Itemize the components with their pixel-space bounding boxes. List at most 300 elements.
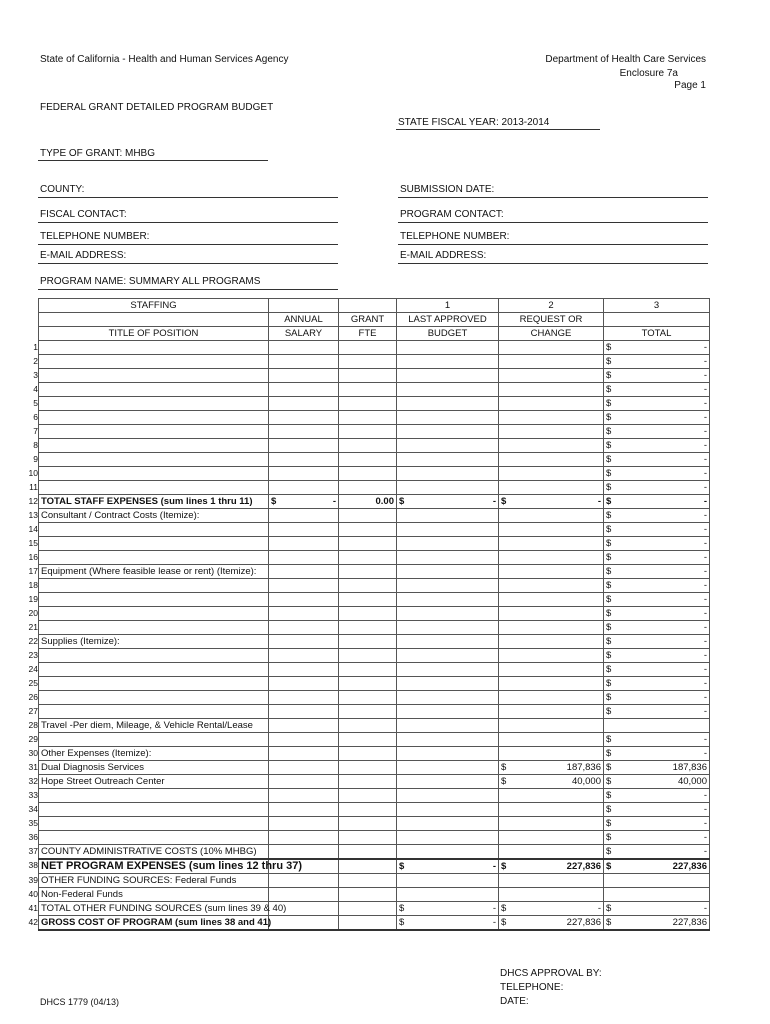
fte-input[interactable]	[339, 481, 397, 495]
request-input[interactable]	[499, 341, 604, 355]
amount-value: -	[703, 692, 707, 703]
input-cell[interactable]	[339, 565, 397, 579]
request-input[interactable]	[499, 537, 604, 551]
input-cell[interactable]	[397, 719, 499, 733]
line-number: 15	[28, 537, 38, 548]
position-input[interactable]	[39, 831, 269, 845]
position-input[interactable]	[39, 369, 269, 383]
total-cell	[604, 775, 710, 789]
input-cell[interactable]	[604, 874, 710, 888]
input-cell[interactable]	[397, 747, 499, 761]
request-input[interactable]	[499, 467, 604, 481]
salary-input[interactable]	[269, 733, 339, 747]
fte-input[interactable]	[339, 383, 397, 397]
dollar-sign: $	[606, 510, 612, 521]
salary-input[interactable]	[269, 803, 339, 817]
dollar-sign: $	[606, 622, 612, 633]
line-number: 13	[28, 509, 38, 520]
fte-input[interactable]	[339, 705, 397, 719]
other-c1-cell	[397, 902, 499, 916]
position-input[interactable]	[39, 663, 269, 677]
position-input[interactable]	[39, 817, 269, 831]
input-cell[interactable]	[269, 719, 339, 733]
last-approved-input[interactable]	[397, 593, 499, 607]
equipment-label: Equipment (Where feasible lease or rent) (Itemize):	[39, 565, 269, 579]
total-cell	[604, 509, 710, 523]
dollar-sign: $	[606, 678, 612, 689]
input-cell[interactable]	[397, 635, 499, 649]
last-approved-input[interactable]	[397, 467, 499, 481]
last-approved-input[interactable]	[397, 649, 499, 663]
fte-input[interactable]	[339, 425, 397, 439]
input-cell[interactable]	[499, 565, 604, 579]
request-cell	[499, 775, 604, 789]
fte-input[interactable]	[339, 411, 397, 425]
last-approved-input[interactable]	[397, 523, 499, 537]
salary-input[interactable]	[269, 467, 339, 481]
dollar-sign: $	[399, 917, 405, 928]
salary-input[interactable]	[269, 453, 339, 467]
col2-number: 2	[499, 299, 604, 313]
dual-diagnosis-label: Dual Diagnosis Services	[39, 761, 269, 775]
input-cell[interactable]	[397, 845, 499, 860]
position-input[interactable]	[39, 411, 269, 425]
fte-input[interactable]	[339, 467, 397, 481]
request-input[interactable]	[499, 523, 604, 537]
input-cell[interactable]	[397, 874, 499, 888]
last-approved-input[interactable]	[397, 439, 499, 453]
input-cell[interactable]	[499, 719, 604, 733]
program-name-line	[38, 289, 338, 290]
fte-input[interactable]	[339, 803, 397, 817]
table-row	[39, 663, 710, 677]
salary-input[interactable]	[269, 621, 339, 635]
program-contact-field[interactable]: PROGRAM CONTACT:	[400, 209, 504, 220]
position-input[interactable]	[39, 341, 269, 355]
dollar-sign: $	[606, 356, 612, 367]
last-approved-input[interactable]	[397, 831, 499, 845]
last-approved-input[interactable]	[397, 705, 499, 719]
staffing-header: STAFFING	[39, 299, 269, 313]
input-cell[interactable]	[339, 635, 397, 649]
email-left-field[interactable]: E-MAIL ADDRESS:	[40, 250, 127, 261]
salary-input[interactable]	[269, 369, 339, 383]
agency-name: State of California - Health and Human Services Agency	[40, 54, 289, 65]
fte-input[interactable]	[339, 789, 397, 803]
line-number: 42	[28, 916, 38, 927]
input-cell[interactable]	[397, 565, 499, 579]
dollar-sign: $	[399, 496, 405, 507]
admin-costs-label: COUNTY ADMINISTRATIVE COSTS (10% MHBG)	[39, 845, 269, 860]
amount-value: -	[703, 370, 707, 381]
travel-label: Travel -Per diem, Mileage, & Vehicle Rental/Lease	[39, 719, 269, 733]
input-cell[interactable]	[397, 761, 499, 775]
request-input[interactable]	[499, 607, 604, 621]
amount-value: -	[492, 496, 496, 507]
non-federal-label: Non-Federal Funds	[39, 888, 269, 902]
position-input[interactable]	[39, 733, 269, 747]
input-cell[interactable]	[397, 888, 499, 902]
salary-input[interactable]	[269, 817, 339, 831]
salary-input[interactable]	[269, 649, 339, 663]
fte-input[interactable]	[339, 663, 397, 677]
last-approved-input[interactable]	[397, 579, 499, 593]
salary-input[interactable]	[269, 411, 339, 425]
fiscal-contact-field[interactable]: FISCAL CONTACT:	[40, 209, 127, 220]
last-approved-input[interactable]	[397, 481, 499, 495]
dollar-sign: $	[606, 861, 612, 872]
salary-input[interactable]	[269, 789, 339, 803]
salary-input[interactable]	[269, 607, 339, 621]
position-input[interactable]	[39, 607, 269, 621]
table-row	[39, 649, 710, 663]
table-cell	[269, 916, 339, 931]
position-input[interactable]	[39, 789, 269, 803]
dollar-sign: $	[606, 384, 612, 395]
col1-number: 1	[397, 299, 499, 313]
salary-input[interactable]	[269, 551, 339, 565]
last-approved-input[interactable]	[397, 369, 499, 383]
salary-input[interactable]	[269, 691, 339, 705]
email-right-field[interactable]: E-MAIL ADDRESS:	[400, 250, 487, 261]
line-number: 2	[33, 355, 38, 366]
table-row	[39, 916, 710, 931]
table-row	[39, 481, 710, 495]
table-row	[39, 719, 710, 733]
dollar-sign: $	[606, 580, 612, 591]
dollar-sign: $	[606, 776, 612, 787]
input-cell[interactable]	[339, 888, 397, 902]
dollar-sign: $	[606, 664, 612, 675]
dollar-sign: $	[606, 636, 612, 647]
dollar-sign: $	[271, 496, 277, 507]
request-input[interactable]	[499, 551, 604, 565]
fte-input[interactable]	[339, 369, 397, 383]
input-cell[interactable]	[339, 719, 397, 733]
table-row	[39, 874, 710, 888]
last-approved-input[interactable]	[397, 411, 499, 425]
fte-input[interactable]	[339, 593, 397, 607]
net-c1-cell	[397, 859, 499, 874]
fte-input[interactable]	[339, 649, 397, 663]
position-input[interactable]	[39, 383, 269, 397]
request-input[interactable]	[499, 817, 604, 831]
request-input[interactable]	[499, 579, 604, 593]
amount-value: -	[703, 510, 707, 521]
salary-input[interactable]	[269, 383, 339, 397]
line-number: 30	[28, 747, 38, 758]
request-input[interactable]	[499, 663, 604, 677]
line-number: 34	[28, 803, 38, 814]
total-cell	[604, 719, 710, 733]
last-approved-input[interactable]	[397, 341, 499, 355]
dollar-sign: $	[606, 482, 612, 493]
table-row	[39, 523, 710, 537]
table-row	[39, 803, 710, 817]
request-input[interactable]	[499, 649, 604, 663]
fte-input[interactable]	[339, 537, 397, 551]
dollar-sign: $	[606, 804, 612, 815]
input-cell[interactable]	[499, 747, 604, 761]
total-cell	[604, 691, 710, 705]
last-approved-input[interactable]	[397, 663, 499, 677]
salary-input[interactable]	[269, 831, 339, 845]
hope-street-label: Hope Street Outreach Center	[39, 775, 269, 789]
fte-input[interactable]	[339, 691, 397, 705]
salary-input[interactable]	[269, 523, 339, 537]
dollar-sign: $	[606, 790, 612, 801]
input-cell[interactable]	[339, 761, 397, 775]
input-cell[interactable]	[499, 509, 604, 523]
request-input[interactable]	[499, 677, 604, 691]
amount-value: -	[703, 818, 707, 829]
fte-input[interactable]	[339, 831, 397, 845]
input-cell[interactable]	[339, 845, 397, 860]
fte-input[interactable]	[339, 397, 397, 411]
last-approved-input[interactable]	[397, 817, 499, 831]
table-row	[39, 789, 710, 803]
input-cell[interactable]	[269, 874, 339, 888]
input-cell[interactable]	[269, 565, 339, 579]
dollar-sign: $	[606, 818, 612, 829]
position-input[interactable]	[39, 705, 269, 719]
last-approved-input[interactable]	[397, 789, 499, 803]
line-number: 35	[28, 817, 38, 828]
amount-value: -	[703, 594, 707, 605]
line-number: 19	[28, 593, 38, 604]
input-cell[interactable]	[269, 509, 339, 523]
salary-input[interactable]	[269, 537, 339, 551]
salary-input[interactable]	[269, 705, 339, 719]
department-name: Department of Health Care Services	[545, 54, 706, 65]
position-input[interactable]	[39, 425, 269, 439]
salary-input[interactable]	[269, 593, 339, 607]
fte-input[interactable]	[339, 523, 397, 537]
total-cell	[604, 523, 710, 537]
position-input[interactable]	[39, 803, 269, 817]
line-number: 39	[28, 874, 38, 885]
dollar-sign: $	[399, 861, 405, 872]
input-cell[interactable]	[269, 747, 339, 761]
last-approved-input[interactable]	[397, 551, 499, 565]
position-input[interactable]	[39, 397, 269, 411]
amount-value: -	[703, 706, 707, 717]
amount-value: 187,836	[672, 762, 707, 773]
line-number: 4	[33, 383, 38, 394]
position-input[interactable]	[39, 453, 269, 467]
request-input[interactable]	[499, 691, 604, 705]
input-cell[interactable]	[339, 509, 397, 523]
request-input[interactable]	[499, 453, 604, 467]
last-approved-input[interactable]	[397, 607, 499, 621]
salary-input[interactable]	[269, 341, 339, 355]
input-cell[interactable]	[269, 845, 339, 860]
last-approved-input[interactable]	[397, 383, 499, 397]
last-approved-input[interactable]	[397, 425, 499, 439]
table-row	[39, 775, 710, 789]
line-number: 6	[33, 411, 38, 422]
fte-input[interactable]	[339, 607, 397, 621]
position-input[interactable]	[39, 691, 269, 705]
position-input[interactable]	[39, 523, 269, 537]
fte-input[interactable]	[339, 551, 397, 565]
request-input[interactable]	[499, 789, 604, 803]
line-number: 33	[28, 789, 38, 800]
total-cell	[604, 411, 710, 425]
fte-input[interactable]	[339, 817, 397, 831]
position-input[interactable]	[39, 355, 269, 369]
line-number: 9	[33, 453, 38, 464]
amount-value: -	[703, 342, 707, 353]
salary-input[interactable]	[269, 439, 339, 453]
last-approved-input[interactable]	[397, 733, 499, 747]
total-cell	[604, 677, 710, 691]
dollar-sign: $	[501, 496, 507, 507]
line-number: 29	[28, 733, 38, 744]
request-input[interactable]	[499, 621, 604, 635]
amount-value: -	[703, 636, 707, 647]
input-cell[interactable]	[499, 635, 604, 649]
fte-input[interactable]	[339, 677, 397, 691]
request-input[interactable]	[499, 411, 604, 425]
amount-value: -	[703, 903, 707, 914]
gross-c3-cell	[604, 916, 710, 931]
request-input[interactable]	[499, 593, 604, 607]
position-input[interactable]	[39, 649, 269, 663]
amount-value: 40,000	[677, 776, 707, 787]
county-field[interactable]: COUNTY:	[40, 184, 85, 195]
input-cell[interactable]	[499, 874, 604, 888]
position-input[interactable]	[39, 537, 269, 551]
position-input[interactable]	[39, 593, 269, 607]
total-cell	[604, 817, 710, 831]
amount-value: -	[703, 580, 707, 591]
fte-input[interactable]	[339, 579, 397, 593]
total-staff-label: TOTAL STAFF EXPENSES (sum lines 1 thru 11)	[39, 495, 269, 509]
line-number: 8	[33, 439, 38, 450]
input-cell[interactable]	[269, 635, 339, 649]
request-input[interactable]	[499, 355, 604, 369]
last-approved-input[interactable]	[397, 621, 499, 635]
input-cell[interactable]	[499, 845, 604, 860]
input-cell[interactable]	[269, 775, 339, 789]
total-c3-cell	[604, 495, 710, 509]
dollar-sign: $	[501, 903, 507, 914]
table-row	[39, 467, 710, 481]
amount-value: -	[703, 482, 707, 493]
request-input[interactable]	[499, 733, 604, 747]
table-row	[39, 705, 710, 719]
fte-input[interactable]	[339, 453, 397, 467]
amount-value: -	[703, 524, 707, 535]
net-program-label: NET PROGRAM EXPENSES (sum lines 12 thru 37)	[39, 859, 269, 874]
position-input[interactable]	[39, 579, 269, 593]
request-input[interactable]	[499, 425, 604, 439]
fte-input[interactable]	[339, 439, 397, 453]
salary-input[interactable]	[269, 481, 339, 495]
last-approved-input[interactable]	[397, 677, 499, 691]
input-cell[interactable]	[339, 747, 397, 761]
amount-value: -	[332, 496, 336, 507]
position-input[interactable]	[39, 677, 269, 691]
fte-input[interactable]	[339, 621, 397, 635]
input-cell[interactable]	[269, 888, 339, 902]
request-input[interactable]	[499, 705, 604, 719]
request-input[interactable]	[499, 383, 604, 397]
request-input[interactable]	[499, 439, 604, 453]
dollar-sign: $	[399, 903, 405, 914]
total-cell	[604, 453, 710, 467]
request-input[interactable]	[499, 831, 604, 845]
last-approved-input[interactable]	[397, 691, 499, 705]
line-number: 22	[28, 635, 38, 646]
other-c3-cell	[604, 902, 710, 916]
salary-input[interactable]	[269, 579, 339, 593]
request-input[interactable]	[499, 369, 604, 383]
salary-input[interactable]	[269, 425, 339, 439]
request-input[interactable]	[499, 481, 604, 495]
last-approved-input[interactable]	[397, 355, 499, 369]
input-cell[interactable]	[269, 761, 339, 775]
request-input[interactable]	[499, 803, 604, 817]
position-input[interactable]	[39, 621, 269, 635]
total-cell	[604, 425, 710, 439]
last-approved-input[interactable]	[397, 537, 499, 551]
input-cell[interactable]	[499, 888, 604, 902]
input-cell[interactable]	[339, 775, 397, 789]
table-row	[39, 691, 710, 705]
dollar-sign: $	[606, 846, 612, 857]
input-cell[interactable]	[339, 874, 397, 888]
telephone-left-field[interactable]: TELEPHONE NUMBER:	[40, 231, 150, 242]
last-approved-input[interactable]	[397, 453, 499, 467]
line-number: 36	[28, 831, 38, 842]
other-expenses-label: Other Expenses (Itemize):	[39, 747, 269, 761]
amount-value: 227,836	[672, 861, 707, 872]
salary-input[interactable]	[269, 397, 339, 411]
request-input[interactable]	[499, 397, 604, 411]
submission-date-field[interactable]: SUBMISSION DATE:	[400, 184, 495, 195]
line-number: 1	[33, 341, 38, 352]
input-cell[interactable]	[397, 509, 499, 523]
fte-input[interactable]	[339, 341, 397, 355]
salary-input[interactable]	[269, 663, 339, 677]
input-cell[interactable]	[604, 888, 710, 902]
fte-input[interactable]	[339, 733, 397, 747]
table-row	[39, 593, 710, 607]
position-input[interactable]	[39, 551, 269, 565]
total-cell	[604, 607, 710, 621]
amount-value: 187,836	[566, 762, 601, 773]
dollar-sign: $	[606, 398, 612, 409]
dollar-sign: $	[606, 552, 612, 563]
position-input[interactable]	[39, 467, 269, 481]
table-row	[39, 537, 710, 551]
dollar-sign: $	[606, 762, 612, 773]
input-cell[interactable]	[397, 775, 499, 789]
salary-input[interactable]	[269, 677, 339, 691]
dollar-sign: $	[606, 342, 612, 353]
position-input[interactable]	[39, 481, 269, 495]
position-input[interactable]	[39, 439, 269, 453]
salary-input[interactable]	[269, 355, 339, 369]
last-approved-input[interactable]	[397, 397, 499, 411]
dollar-sign: $	[606, 426, 612, 437]
last-approved-input[interactable]	[397, 803, 499, 817]
fte-input[interactable]	[339, 355, 397, 369]
telephone-right-field[interactable]: TELEPHONE NUMBER:	[400, 231, 510, 242]
approval-telephone: TELEPHONE:	[500, 982, 564, 993]
